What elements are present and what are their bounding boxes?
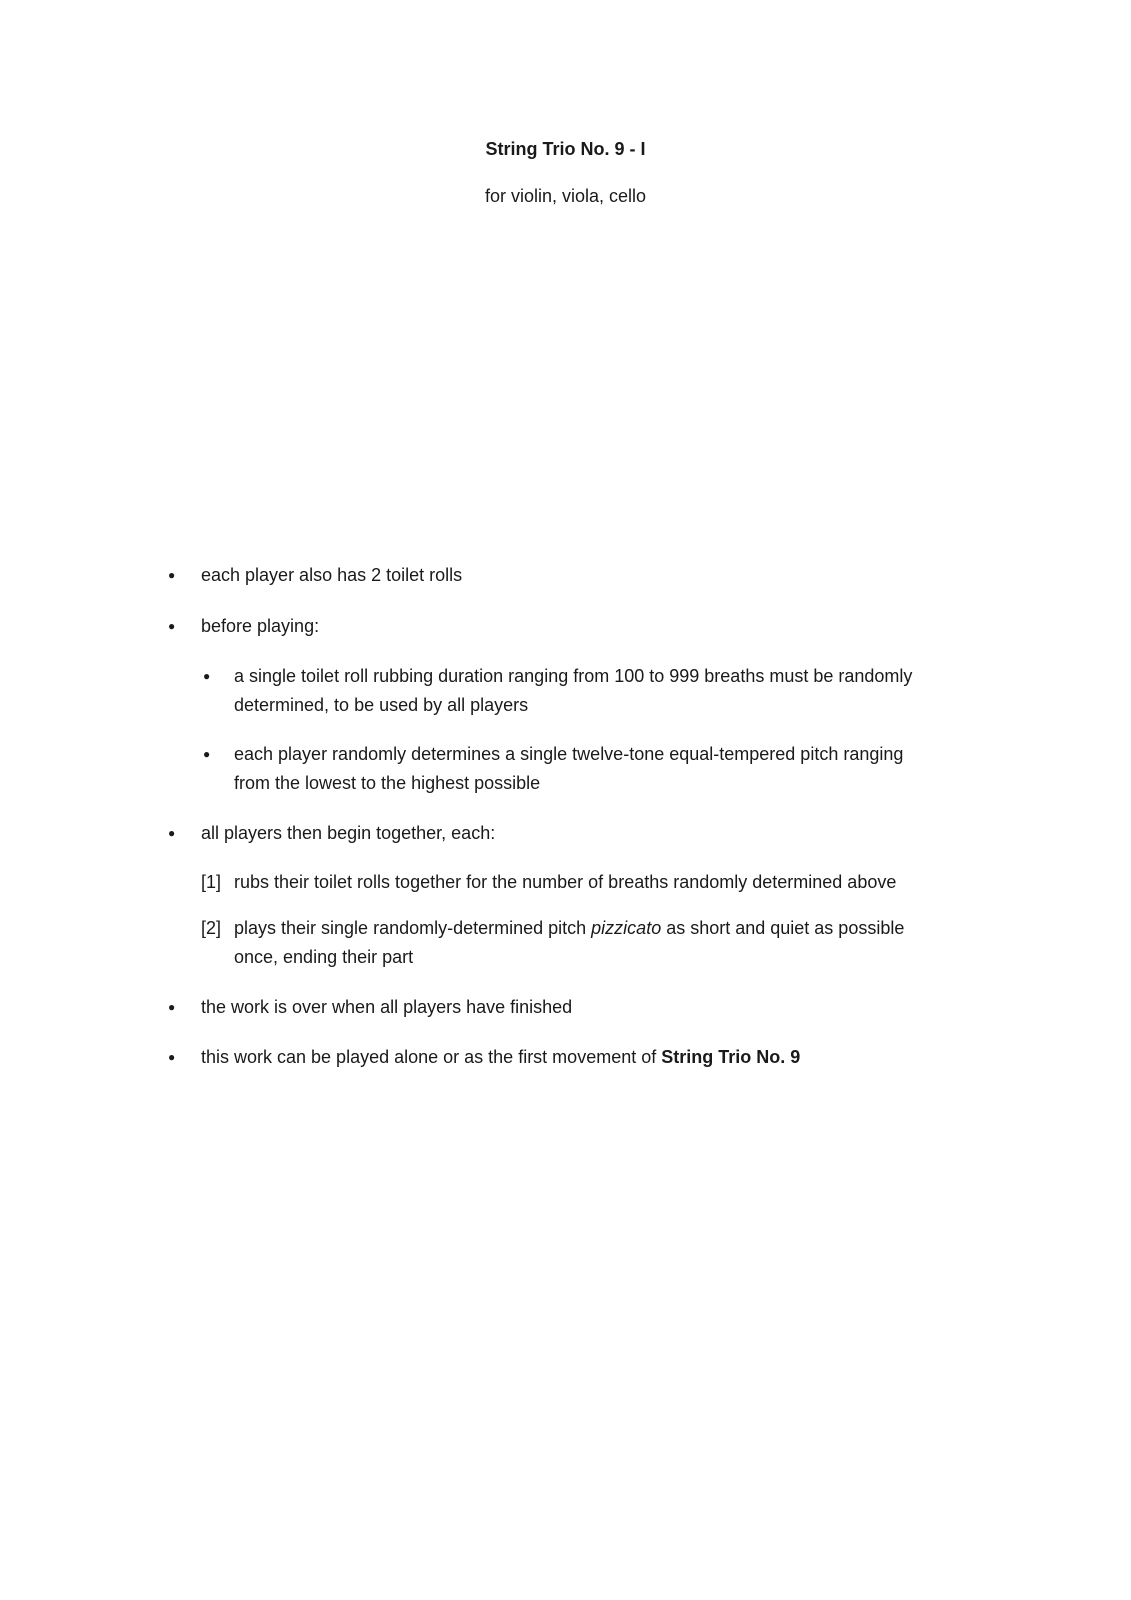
list-item <box>201 1043 800 1071</box>
step-number: [1] <box>201 872 222 892</box>
step-text <box>234 914 904 942</box>
list-item: the work is over when all players have finished <box>201 997 573 1017</box>
instrumentation-subtitle: for violin, viola, cello <box>484 186 647 206</box>
italic-term: pizzicato <box>591 918 662 938</box>
bullet-icon: ● <box>168 1050 176 1064</box>
sub-list-item-line: each player randomly determines a single twelve-tone equal-tempered pitch ranging <box>234 744 904 764</box>
bullet-icon: ● <box>168 826 176 840</box>
bullet-icon: ● <box>168 619 176 633</box>
step-text-line: once, ending their part <box>234 947 414 967</box>
sub-bullet-icon: ● <box>203 669 211 683</box>
bullet-icon: ● <box>168 568 176 582</box>
list-item: all players then begin together, each: <box>201 823 496 843</box>
sub-bullet-icon: ● <box>203 747 211 761</box>
step-text-part: as short and quiet as possible <box>661 918 905 938</box>
list-item-text: this work can be played alone or as the first movement of <box>201 1047 662 1067</box>
sub-list-item-line: from the lowest to the highest possible <box>234 773 541 793</box>
list-item: before playing: <box>201 616 320 636</box>
work-title-reference: String Trio No. 9 <box>661 1047 801 1067</box>
step-text-part: plays their single randomly-determined pitch <box>234 918 592 938</box>
sub-list-item-line: determined, to be used by all players <box>234 695 529 715</box>
step-text: rubs their toilet rolls together for the number of breaths randomly determined above <box>234 872 897 892</box>
bullet-icon: ● <box>168 1000 176 1014</box>
page-title: String Trio No. 9 - I <box>485 139 646 159</box>
sub-list-item-line: a single toilet roll rubbing duration ranging from 100 to 999 breaths must be randomly <box>234 666 913 686</box>
step-number: [2] <box>201 918 222 938</box>
list-item: each player also has 2 toilet rolls <box>201 565 463 585</box>
